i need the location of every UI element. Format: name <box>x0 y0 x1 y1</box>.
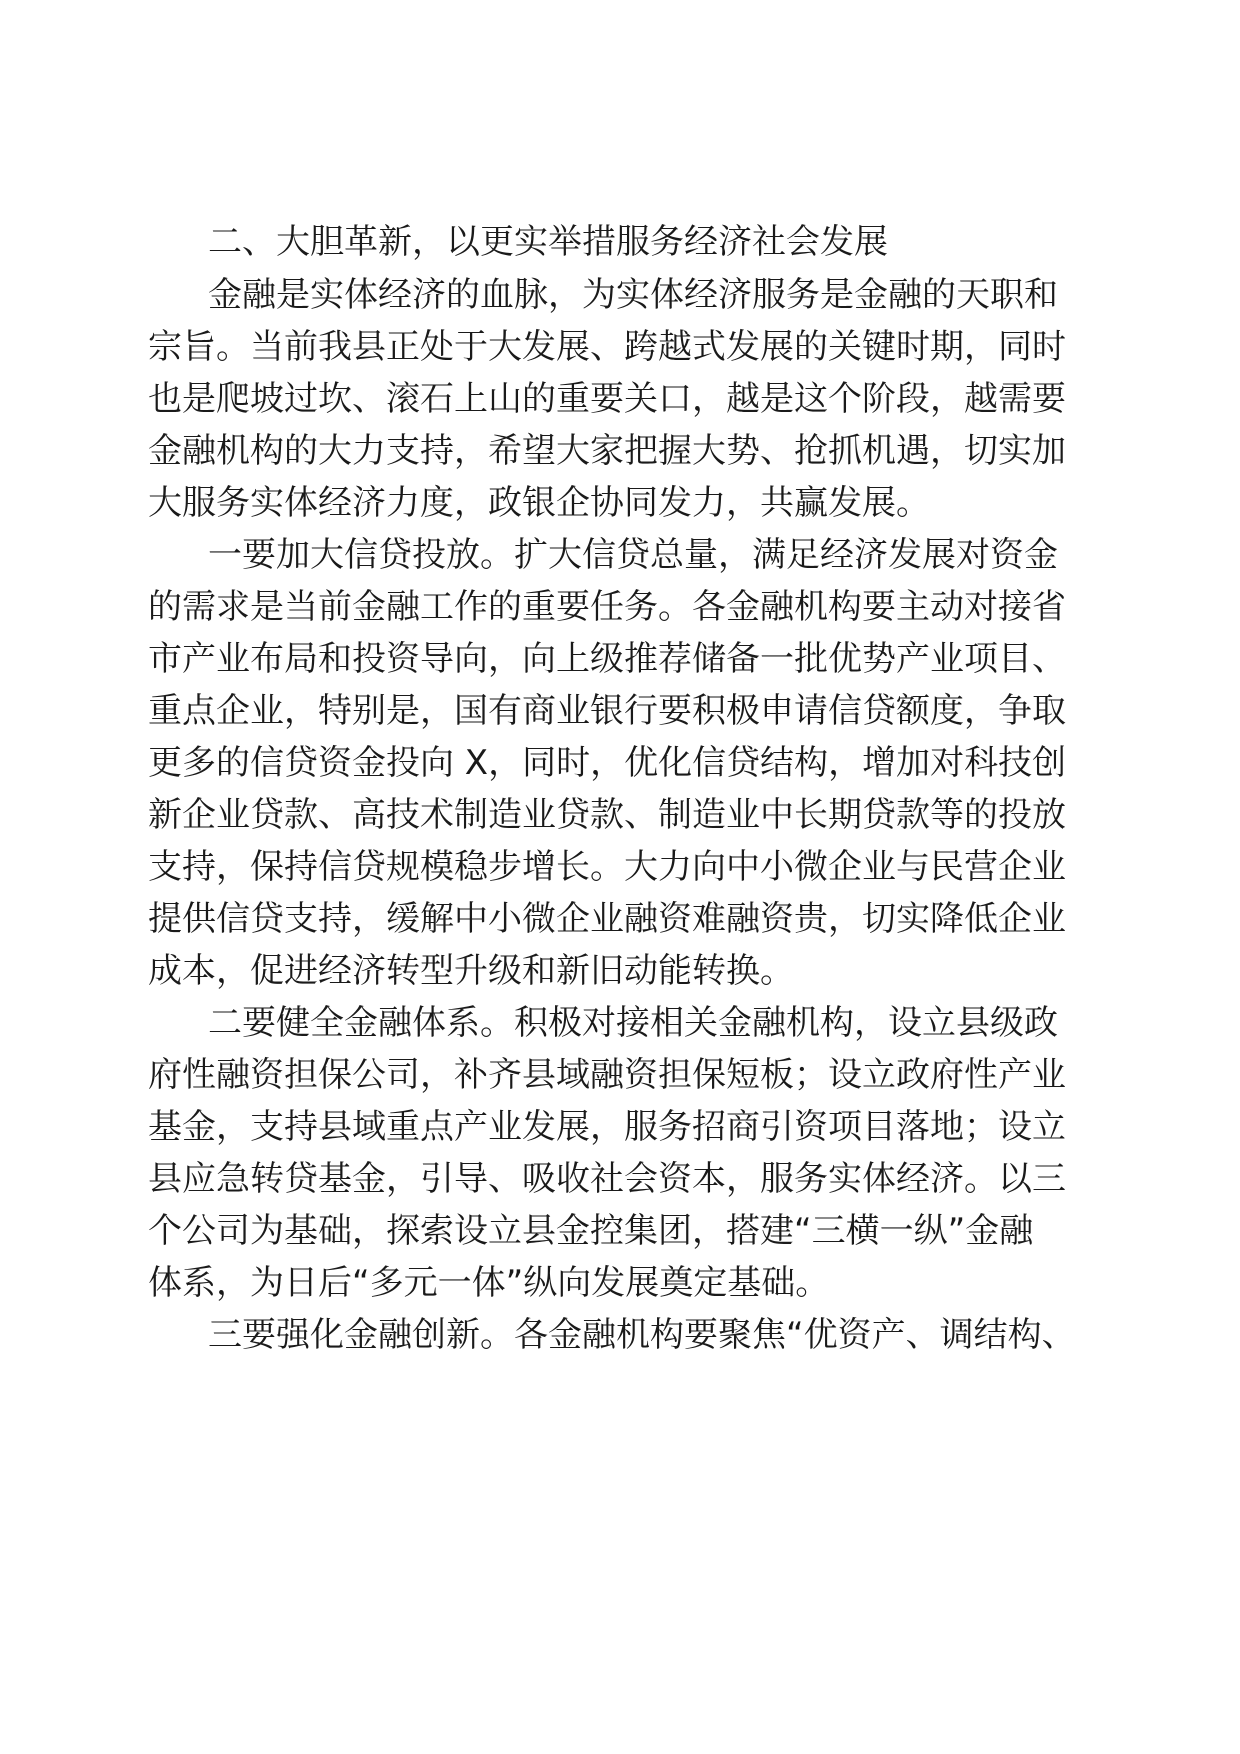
paragraph-2-line-6: 新企业贷款、高技术制造业贷款、制造业中长期贷款等的投放 <box>148 795 1066 835</box>
paragraph-1-line-4: 金融机构的大力支持，希望大家把握大势、抢抓机遇，切实加 <box>148 431 1066 471</box>
paragraph-3-line-2: 府性融资担保公司，补齐县域融资担保短板；设立政府性产业 <box>148 1055 1066 1095</box>
paragraph-3-line-1: 二要健全金融体系。积极对接相关金融机构，设立县级政 <box>208 1003 1058 1043</box>
paragraph-2-line-4: 重点企业，特别是，国有商业银行要积极申请信贷额度，争取 <box>148 691 1066 731</box>
paragraph-2-line-9: 成本，促进经济转型升级和新旧动能转换。 <box>148 951 794 991</box>
paragraph-2-line-3: 市产业布局和投资导向，向上级推荐储备一批优势产业项目、 <box>148 639 1066 679</box>
paragraph-2-line-5: 更多的信贷资金投向 X，同时，优化信贷结构，增加对科技创 <box>148 743 1067 783</box>
paragraph-2-line-8: 提供信贷支持，缓解中小微企业融资难融资贵，切实降低企业 <box>148 899 1066 939</box>
paragraph-3-line-4: 县应急转贷基金，引导、吸收社会资本，服务实体经济。以三 <box>148 1159 1066 1199</box>
paragraph-2-line-7: 支持，保持信贷规模稳步增长。大力向中小微企业与民营企业 <box>148 847 1066 887</box>
paragraph-2-line-1: 一要加大信贷投放。扩大信贷总量，满足经济发展对资金 <box>208 535 1058 575</box>
paragraph-2-line-2: 的需求是当前金融工作的重要任务。各金融机构要主动对接省 <box>148 587 1066 627</box>
paragraph-3-line-3: 基金，支持县域重点产业发展，服务招商引资项目落地；设立 <box>148 1107 1066 1147</box>
paragraph-1-line-1: 金融是实体经济的血脉，为实体经济服务是金融的天职和 <box>208 275 1058 315</box>
paragraph-1-line-2: 宗旨。当前我县正处于大发展、跨越式发展的关键时期，同时 <box>148 327 1066 367</box>
paragraph-1-line-3: 也是爬坡过坎、滚石上山的重要关口，越是这个阶段，越需要 <box>148 379 1066 419</box>
section-heading: 二、大胆革新，以更实举措服务经济社会发展 <box>208 222 888 262</box>
paragraph-3-line-6: 体系，为日后“多元一体”纵向发展奠定基础。 <box>148 1263 830 1303</box>
paragraph-4-line-1: 三要强化金融创新。各金融机构要聚焦“优资产、调结构、 <box>208 1315 1076 1355</box>
paragraph-3-line-5: 个公司为基础，探索设立县金控集团，搭建“三横一纵”金融 <box>148 1211 1034 1251</box>
paragraph-1-line-5: 大服务实体经济力度，政银企协同发力，共赢发展。 <box>148 483 930 523</box>
